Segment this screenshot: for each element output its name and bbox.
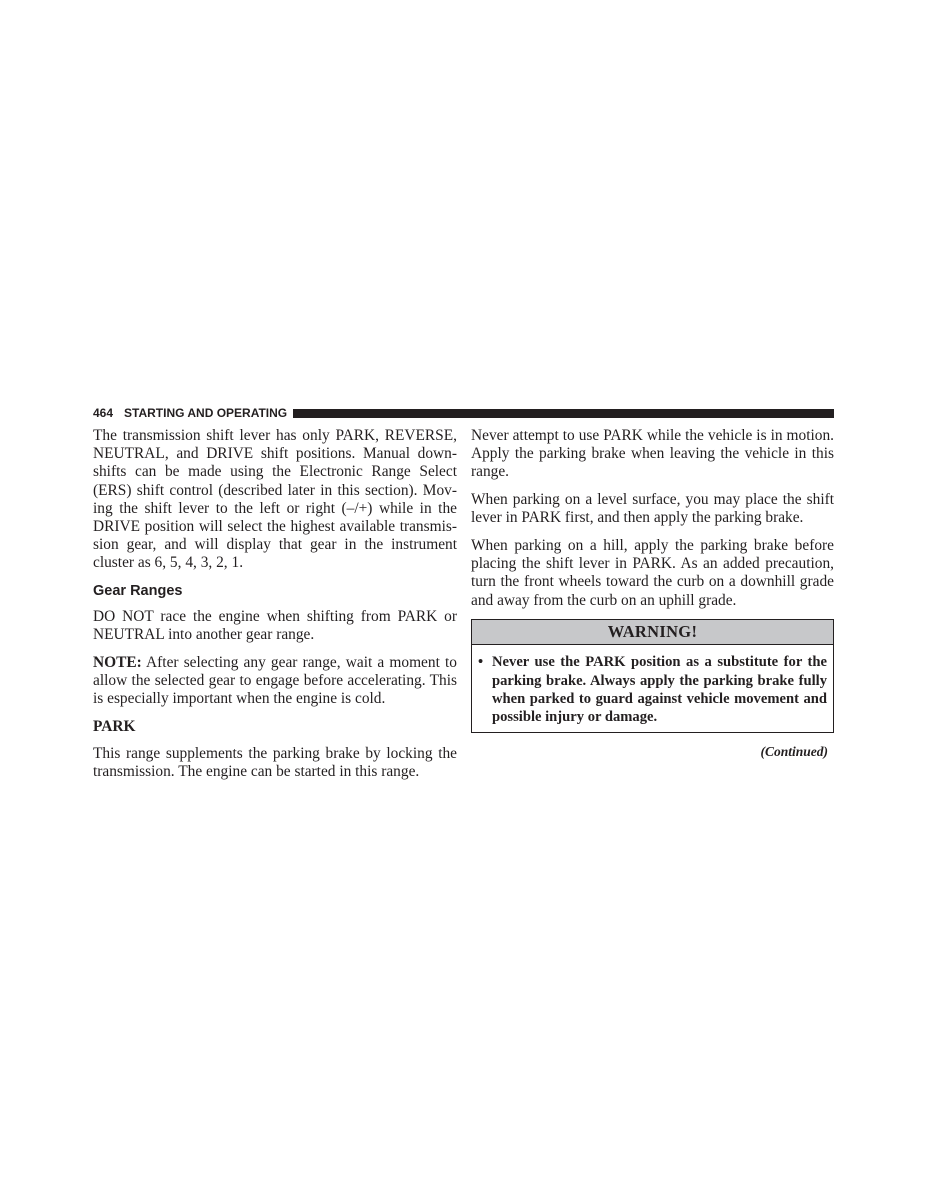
intro-paragraph: The transmission shift lever has only PARK, REVERSE, NEUTRAL, and DRIVE shift positions. Manual downshifts can be made using the Electronic Range Select (ERS) shift control (described later in this section). Moving the shift lever to the left or right (–/+) while in the DRIVE position will select the highest available transmission gear, and will display that gear in the instrument cluster as 6, 5, 4, 3, 2, 1.	[93, 427, 457, 572]
page-header	[93, 404, 834, 422]
hill-paragraph: When parking on a hill, apply the parking brake before placing the shift lever in PARK. As an added precaution, turn the front wheels toward the curb on a downhill grade and away from the curb on an uphill grade.	[471, 537, 834, 609]
warning-box	[471, 619, 834, 733]
bullet-icon: •	[478, 654, 484, 671]
warning-text: Never use the PARK position as a substitute for the parking brake. Always apply the parking brake fully when parked to guard against vehicle movement and possible injury or damage.	[492, 654, 827, 725]
race-engine-paragraph: DO NOT race the engine when shifting from PARK or NEUTRAL into another gear range.	[93, 608, 457, 644]
warning-title: WARNING!	[472, 620, 833, 645]
note-label: NOTE:	[93, 654, 142, 672]
left-column	[93, 427, 457, 791]
park-paragraph: This range supplements the parking brake by locking the transmission. The engine can be started in this range.	[93, 745, 457, 781]
header-rule	[293, 409, 834, 418]
note-paragraph	[93, 654, 457, 709]
gear-ranges-heading: Gear Ranges	[93, 583, 183, 600]
park-motion-paragraph: Never attempt to use PARK while the vehicle is in motion. Apply the parking brake when leaving the vehicle in this range.	[471, 427, 834, 481]
right-column	[471, 427, 834, 761]
warning-body	[472, 645, 833, 732]
park-heading: PARK	[93, 718, 136, 736]
note-text: After selecting any gear range, wait a moment to allow the selected gear to engage before accelerating. This is especially important when the engine is cold.	[93, 654, 457, 708]
continued-label: (Continued)	[760, 744, 828, 760]
page-number: 464	[93, 406, 114, 420]
level-surface-paragraph: When parking on a level surface, you may place the shift lever in PARK first, and then apply the parking brake.	[471, 491, 834, 527]
section-title: STARTING AND OPERATING	[124, 406, 288, 420]
warning-item	[478, 653, 827, 726]
